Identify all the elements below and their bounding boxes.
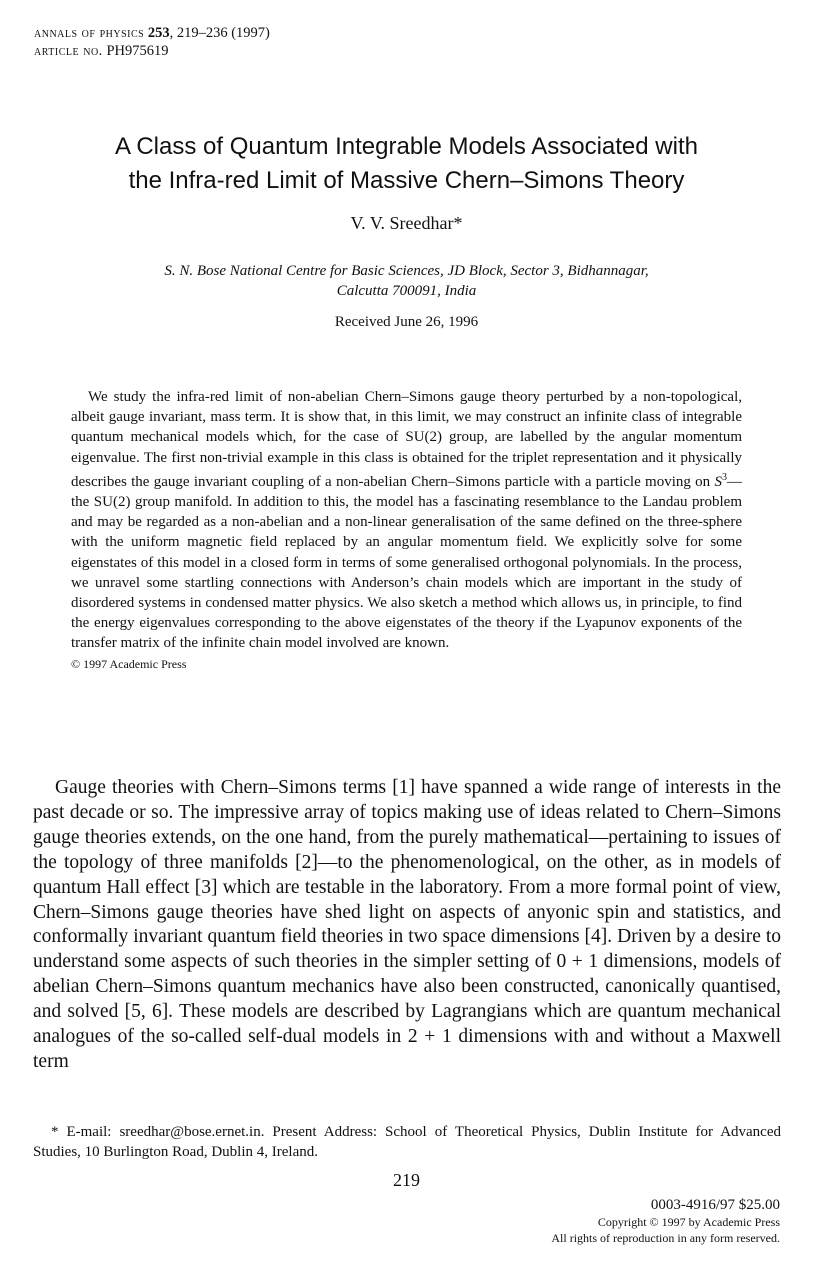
publisher-copyright: Copyright © 1997 by Academic Press bbox=[597, 1215, 780, 1229]
paper-title bbox=[40, 130, 773, 198]
title-line-2: the Infra-red Limit of Massive Chern–Simons Theory bbox=[128, 167, 685, 194]
affiliation-line-1: S. N. Bose National Centre for Basic Sciences, JD Block, Sector 3, Bidhannagar, bbox=[164, 263, 649, 279]
publication-meta bbox=[551, 1195, 780, 1246]
journal-pages-year: , 219–236 (1997) bbox=[169, 25, 270, 41]
issn-price: 0003-4916/97 $25.00 bbox=[650, 1197, 780, 1213]
author: V. V. Sreedhar* bbox=[350, 213, 463, 233]
received-date: Received June 26, 1996 bbox=[334, 314, 479, 330]
page-number: 219 bbox=[393, 1170, 420, 1190]
abstract-text-part-1: We study the infra-red limit of non-abelian Chern–Simons gauge theory perturbed by a non-topological, albeit gauge invariant, mass term. It is show that, in this limit, we may construct an infinite class of integrable quantum mechanical models which, for the case of SU(2) group, are labelled by the angular momentum eigenvalue. The first non-trivial example in this class is obtained for the triplet representation and it physically describes the gauge invariant coupling of a non-abelian Chern–Simons particle with a particle moving on bbox=[71, 389, 742, 490]
abstract bbox=[71, 387, 742, 673]
rights-reserved: All rights of reproduction in any form reserved. bbox=[551, 1230, 780, 1245]
article-number-line bbox=[34, 42, 270, 60]
article-number: PH975619 bbox=[106, 43, 169, 59]
affiliation bbox=[100, 261, 713, 301]
footnote: * E-mail: sreedhar@bose.ernet.in. Present Address: School of Theoretical Physics, Dublin Institute for Advanced Studies, 10 Burlington Road, Dublin 4, Ireland. bbox=[33, 1124, 781, 1160]
abstract-copyright: © 1997 Academic Press bbox=[71, 656, 187, 671]
journal-header bbox=[34, 24, 270, 60]
body-paragraph: Gauge theories with Chern–Simons terms [1] have spanned a wide range of interests in the past decade or so. The impressive array of topics making use of ideas related to Chern–Simons gauge theories extends, on the one hand, from the purely mathematical—pertaining to issues of the topology of three manifolds [2]—to the phenomenological, on the other, as in models of quantum Hall effect [3] which are testable in the laboratory. From a more formal point of view, Chern–Simons gauge theories have shed light on aspects of anyonic spin and statistics, and conformally invariant quantum field theories in two space dimensions [4]. Driven by a desire to understand some aspects of such theories in the simpler setting of 0 + 1 dimensions, models of abelian Chern–Simons quantum mechanics have also been constructed, canonically quantised, and solved [5, 6]. These models are described by Lagrangians which are quantum mechanical analogues of the so-called self-dual models in 2 + 1 dimensions with and without a Maxwell term bbox=[33, 777, 781, 1072]
journal-volume: 253 bbox=[147, 25, 170, 41]
journal-name: annals of physics bbox=[34, 25, 145, 41]
affiliation-line-2: Calcutta 700091, India bbox=[336, 283, 477, 299]
journal-citation-line bbox=[34, 24, 270, 42]
abstract-text-part-2: —the SU(2) group manifold. In addition to this, the model has a fascinating resemblance to the Landau problem and may be regarded as a non-abelian and a non-linear generalisation of the same defined on the three-sphere with the uniform magnetic field replaced by an angular momentum field. We explicitly solve for some eigenstates of this model in a closed form in terms of some generalised orthogonal polynomials. In the process, we unravel some startling connections with Anderson’s chain models which are important in the study of disordered systems in condensed matter physics. We also sketch a method which allows us, in principle, to find the energy eigenvalues corresponding to the above eigenstates of the theory if the Lyapunov exponents of the transfer matrix of the infinite chain model involved are known. bbox=[71, 473, 742, 652]
abstract-s-symbol: S bbox=[714, 473, 722, 490]
article-number-label: article no. bbox=[34, 43, 103, 59]
title-line-1: A Class of Quantum Integrable Models Associated with bbox=[115, 133, 698, 160]
abstract-s-exponent: 3 bbox=[722, 471, 727, 483]
